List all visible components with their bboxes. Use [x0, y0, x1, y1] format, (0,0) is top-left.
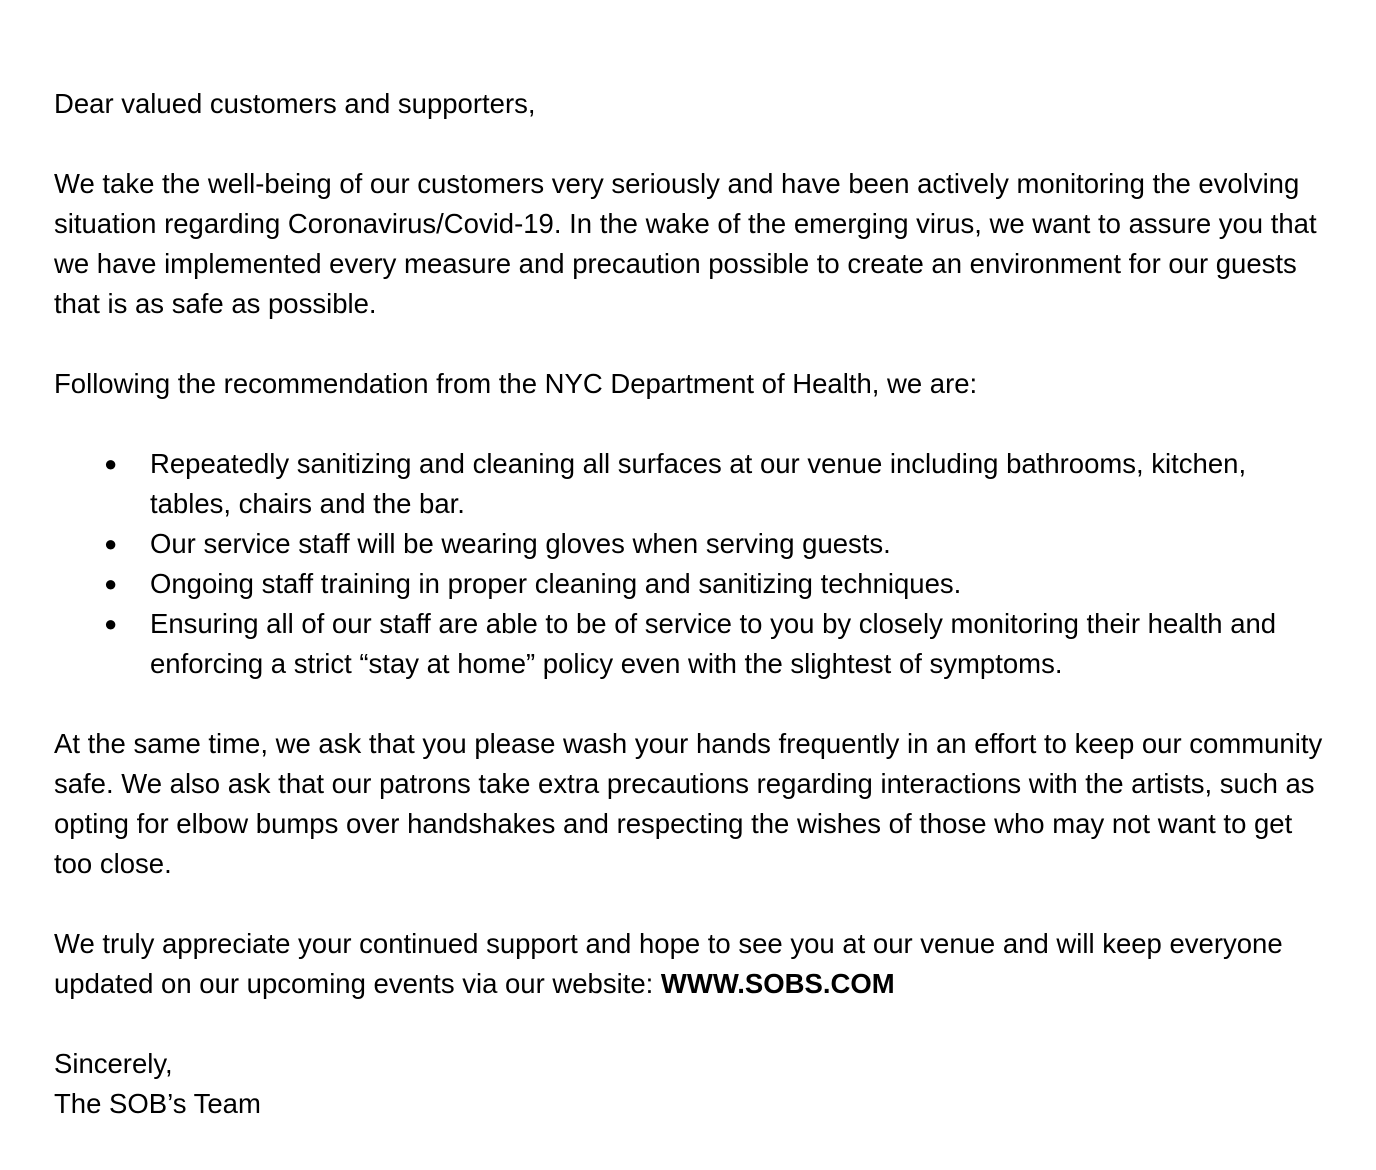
paragraph-hand-washing: At the same time, we ask that you please wash your hands frequently in an effort to keep our community safe. We also ask that our patrons take extra precautions regarding interactions with the artists, such as opting for elbow bumps over handshakes and respecting the wishes of those who may not want to get too close.	[54, 728, 1323, 879]
list-item	[54, 564, 1334, 604]
measures-list	[54, 444, 1334, 684]
paragraph-recommendation: Following the recommendation from the NYC Department of Health, we are:	[54, 368, 978, 399]
letter-document	[54, 84, 1334, 1124]
list-item-text: Ongoing staff training in proper cleaning and sanitizing techniques.	[150, 568, 962, 599]
spacer	[54, 404, 1334, 444]
spacer	[54, 684, 1334, 724]
list-item-text: Our service staff will be wearing gloves when serving guests.	[150, 528, 891, 559]
bullet-icon: ●	[104, 571, 118, 596]
spacer	[54, 1004, 1334, 1044]
list-item	[54, 444, 1334, 524]
list-item	[54, 524, 1334, 564]
closing: Sincerely,	[54, 1048, 173, 1079]
bullet-icon: ●	[104, 531, 118, 556]
bullet-icon: ●	[104, 451, 118, 476]
appreciation-text: We truly appreciate your continued support and hope to see you at our venue and will keep everyone updated on our upcoming events via our website:	[54, 928, 1283, 999]
list-item-text: Ensuring all of our staff are able to be of service to you by closely monitoring their health and enforcing a strict “stay at home” policy even with the slightest of symptoms.	[150, 608, 1277, 679]
list-item	[54, 604, 1334, 684]
bullet-icon: ●	[104, 611, 118, 636]
spacer	[54, 124, 1334, 164]
paragraph-appreciation	[54, 924, 1334, 1004]
spacer	[54, 324, 1334, 364]
signature: The SOB’s Team	[54, 1088, 261, 1119]
list-item-text: Repeatedly sanitizing and cleaning all surfaces at our venue including bathrooms, kitchen, tables, chairs and the bar.	[150, 448, 1247, 519]
greeting: Dear valued customers and supporters,	[54, 88, 536, 119]
paragraph-wellbeing: We take the well-being of our customers very seriously and have been actively monitoring the evolving situation regarding Coronavirus/Covid-19. In the wake of the emerging virus, we want to assure you that we have implemented every measure and precaution possible to create an environment for our guests that is as safe as possible.	[54, 168, 1317, 319]
website-link[interactable]: WWW.SOBS.COM	[660, 968, 895, 999]
spacer	[54, 884, 1334, 924]
